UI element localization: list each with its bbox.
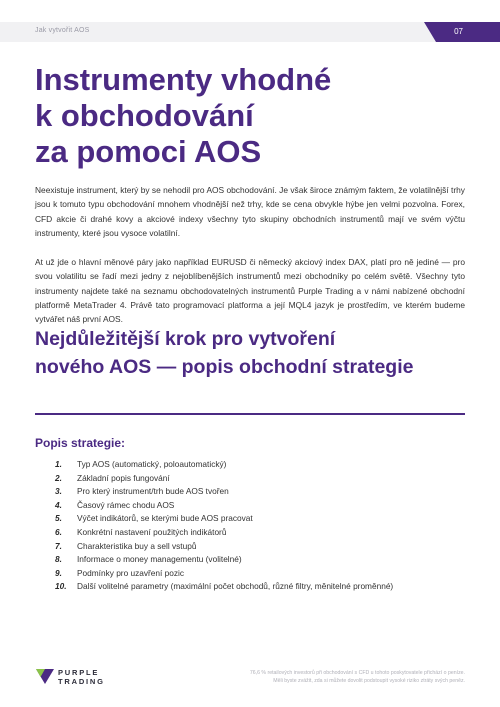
list-item-text: Informace o money managementu (volitelné) — [77, 554, 242, 565]
list-item — [55, 567, 475, 581]
list-item-number: 4. — [55, 499, 62, 510]
instruments-paragraph: At už jde o hlavní měnové páry jako například EURUSD či německý akciový index DAX, platí pro ně jediné — pro svou volatilitu se řadí mezi jedny z nejoblíbenějších instrumentů mezi obchodníky po celém světě. Všechny tyto instrumenty najdete také na seznamu obchodovatelných instrumentů Purple Trading a v námi nabízené obchodní platformě MetaTrader 4. Právě tato programovací platforma a její MQL4 jazyk je prostředím, ve kterém budeme vytvářet náš první AOS. — [35, 257, 465, 325]
logo-word-purple: PURPLE — [58, 668, 100, 677]
page-title-line-1: Instrumenty vhodné — [35, 62, 332, 97]
list-item-text: Další volitelné parametry (maximální počet obchodů, různé filtry, měnitelné proměnné) — [77, 581, 394, 592]
list-item — [55, 526, 475, 540]
list-item — [55, 580, 475, 594]
list-item — [55, 499, 475, 513]
page-title — [35, 62, 465, 170]
page-title-line-3: za pomoci AOS — [35, 134, 262, 169]
list-item-text: Výčet indikátorů, se kterými bude AOS pracovat — [77, 513, 253, 524]
header-title: Jak vytvořit AOS — [35, 27, 90, 34]
list-item-number: 5. — [55, 513, 62, 524]
section-title-line-1: Nejdůležitější krok pro vytvoření — [35, 328, 336, 350]
logo-word-trading: TRADING — [58, 677, 105, 686]
disclaimer-line-1: 76,6 % retailových investorů při obchodování s CFD u tohoto poskytovatele přichází o peníze. — [249, 670, 465, 676]
list-item — [55, 458, 475, 472]
intro-paragraph: Neexistuje instrument, který by se nehodil pro AOS obchodování. Je však široce známým faktem, že volatilnější trhy jsou k tomuto typu obchodování mnohem vhodnější než trhy, kde se cena obvykle hýbe jen velmi pozvolna. Forex, CFD akcie či drahé kovy a akciové indexy všechny tyto skupiny obchodních instrumentů mají ve svém výčtu instrumenty, které jsou vysoce volatilní. — [35, 185, 465, 238]
page-title-line-2: k obchodování — [35, 98, 254, 133]
list-item-number: 3. — [55, 486, 62, 497]
list-item-number: 7. — [55, 540, 62, 551]
list-item-number: 1. — [55, 459, 62, 469]
list-item-number: 2. — [55, 472, 62, 483]
list-item — [55, 472, 475, 486]
list-item — [55, 512, 475, 526]
list-item-number: 8. — [55, 554, 62, 565]
list-item-number: 10. — [55, 581, 67, 592]
list-item-text: Typ AOS (automatický, poloautomatický) — [77, 459, 227, 469]
logo-wordmark — [58, 668, 105, 686]
list-item — [55, 540, 475, 554]
list-item — [55, 485, 475, 499]
page-number-tab-edge — [424, 22, 436, 42]
page-number: 07 — [436, 22, 500, 42]
strategy-subheading: Popis strategie: — [35, 436, 126, 450]
list-item-text: Konkrétní nastavení použitých indikátorů — [77, 526, 227, 537]
list-item-text: Podmínky pro uzavření pozic — [77, 567, 184, 578]
strategy-steps-list — [55, 458, 475, 594]
list-item-text: Časový rámec chodu AOS — [77, 499, 175, 510]
list-item — [55, 553, 475, 567]
list-item-text: Základní popis fungování — [77, 472, 170, 483]
list-item-number: 6. — [55, 526, 62, 537]
purple-trading-logo-icon — [36, 668, 54, 684]
list-item-number: 9. — [55, 567, 62, 578]
list-item-text: Charakteristika buy a sell vstupů — [77, 540, 197, 551]
risk-disclaimer — [195, 669, 465, 685]
section-title-line-2: nového AOS — popis obchodní strategie — [35, 356, 414, 378]
disclaimer-line-2: Měli byste zvážit, zda si můžete dovolit podstoupit vysoké riziko ztráty svých peněz. — [273, 678, 465, 684]
section-divider — [35, 413, 465, 415]
section-title — [35, 325, 465, 381]
list-item-text: Pro který instrument/trh bude AOS tvořen — [77, 486, 229, 497]
